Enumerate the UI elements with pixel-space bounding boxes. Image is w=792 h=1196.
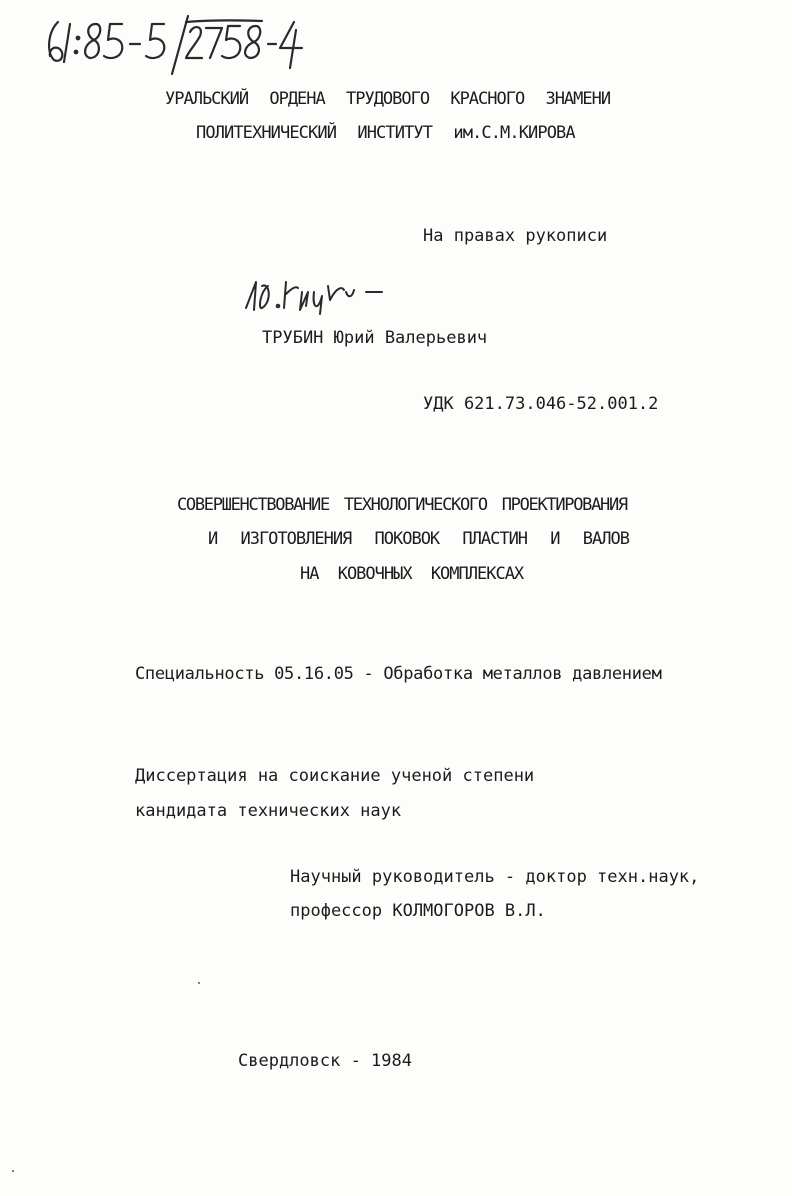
title-line-3: НА КОВОЧНЫХ КОМПЛЕКСАХ bbox=[300, 564, 524, 584]
dissertation-line-1: Диссертация на соискание ученой степени bbox=[135, 766, 535, 786]
dissertation-line-2: кандидата технических наук bbox=[135, 801, 402, 821]
author-name: ТРУБИН Юрий Валерьевич bbox=[262, 328, 488, 348]
institution-line-1: УРАЛЬСКИЙ ОРДЕНА ТРУДОВОГО КРАСНОГО ЗНАМЕНИ bbox=[165, 89, 611, 109]
place-year: Свердловск - 1984 bbox=[238, 1051, 412, 1071]
handwritten-archive-code bbox=[40, 12, 310, 78]
title-line-1: СОВЕРШЕНСТВОВАНИЕ ТЕХНОЛОГИЧЕСКОГО ПРОЕКТИРОВАНИЯ bbox=[177, 495, 627, 515]
rights-note: На правах рукописи bbox=[423, 226, 608, 246]
supervisor-line-2: профессор КОЛМОГОРОВ В.Л. bbox=[290, 901, 546, 921]
supervisor-line-1: Научный руководитель - доктор техн.наук, bbox=[290, 867, 700, 887]
udc-code: УДК 621.73.046-52.001.2 bbox=[423, 394, 659, 414]
institution-line-2: ПОЛИТЕХНИЧЕСКИЙ ИНСТИТУТ им.С.М.КИРОВА bbox=[196, 123, 575, 143]
specialty: Специальность 05.16.05 - Обработка металлов давлением bbox=[135, 664, 662, 684]
handwritten-signature bbox=[240, 272, 390, 316]
title-line-2: И ИЗГОТОВЛЕНИЯ ПОКОВОК ПЛАСТИН И ВАЛОВ bbox=[208, 529, 629, 549]
paper-speck bbox=[198, 982, 200, 984]
paper-speck bbox=[12, 1170, 14, 1172]
